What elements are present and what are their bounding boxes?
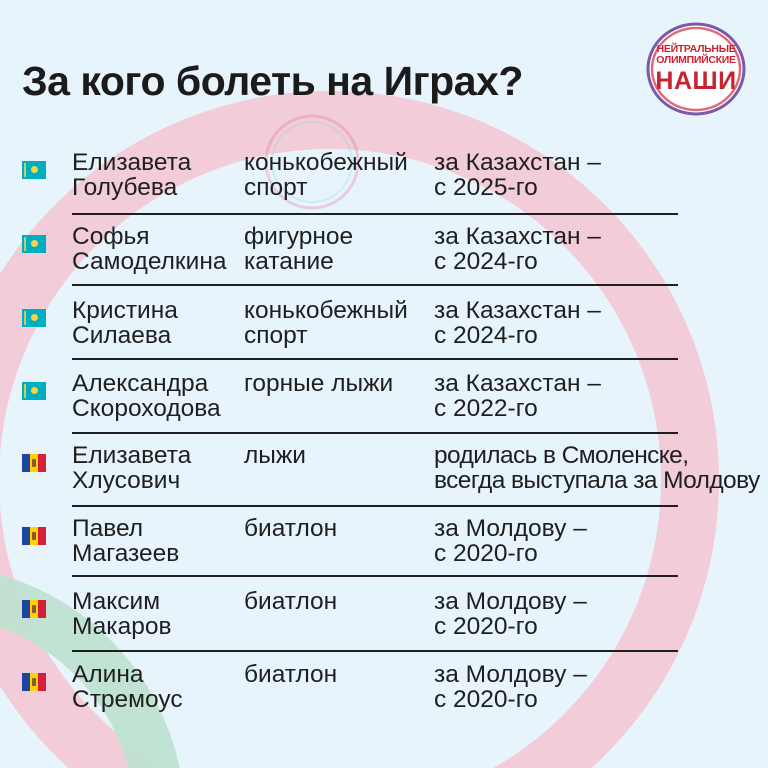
row-divider (72, 432, 678, 434)
athlete-country-note: за Молдову – с 2020-го (434, 661, 587, 713)
athlete-name: Алина Стремоус (72, 661, 183, 713)
athlete-sport: лыжи (244, 442, 306, 469)
logo-line-1: НЕЙТРАЛЬНЫЕ (656, 42, 736, 55)
athlete-country-note: за Казахстан – с 2024-го (434, 223, 601, 275)
athlete-country-note: за Казахстан – с 2025-го (434, 149, 601, 201)
athlete-name: Софья Самоделкина (72, 223, 227, 275)
page-title: За кого болеть на Играх? (22, 58, 523, 104)
logo-line-2: ОЛИМПИЙСКИЕ (656, 53, 736, 66)
kazakhstan-flag-icon (22, 382, 46, 400)
kazakhstan-flag-icon (22, 235, 46, 253)
athlete-name: Максим Макаров (72, 588, 172, 640)
athlete-name: Павел Магазеев (72, 515, 180, 567)
athlete-country-note: за Казахстан – с 2022-го (434, 370, 601, 422)
moldova-flag-icon (22, 600, 46, 618)
athlete-country-note: за Молдову – с 2020-го (434, 588, 587, 640)
athlete-country-note: за Молдову – с 2020-го (434, 515, 587, 567)
row-divider (72, 213, 678, 215)
athlete-name: Елизавета Голубева (72, 149, 192, 201)
olympic-logo (644, 20, 748, 118)
athlete-name: Александра Скороходова (72, 370, 221, 422)
athlete-country-note: за Казахстан – с 2024-го (434, 297, 601, 349)
athlete-sport: конькобежный спорт (244, 297, 408, 349)
athlete-sport: конькобежный спорт (244, 149, 408, 201)
moldova-flag-icon (22, 527, 46, 545)
athlete-name: Елизавета Хлусович (72, 442, 192, 494)
row-divider (72, 505, 678, 507)
athlete-country-note: родилась в Смоленске, всегда выступала за Молдову (434, 442, 760, 494)
logo-line-3: НАШИ (655, 66, 737, 95)
athlete-name: Кристина Силаева (72, 297, 178, 349)
athlete-sport: биатлон (244, 661, 338, 688)
row-divider (72, 575, 678, 577)
row-divider (72, 284, 678, 286)
row-divider (72, 358, 678, 360)
athlete-sport: биатлон (244, 588, 338, 615)
kazakhstan-flag-icon (22, 309, 46, 327)
kazakhstan-flag-icon (22, 161, 46, 179)
moldova-flag-icon (22, 454, 46, 472)
row-divider (72, 650, 678, 652)
athlete-sport: биатлон (244, 515, 338, 542)
moldova-flag-icon (22, 673, 46, 691)
athlete-sport: фигурное катание (244, 223, 354, 275)
athlete-sport: горные лыжи (244, 370, 394, 397)
